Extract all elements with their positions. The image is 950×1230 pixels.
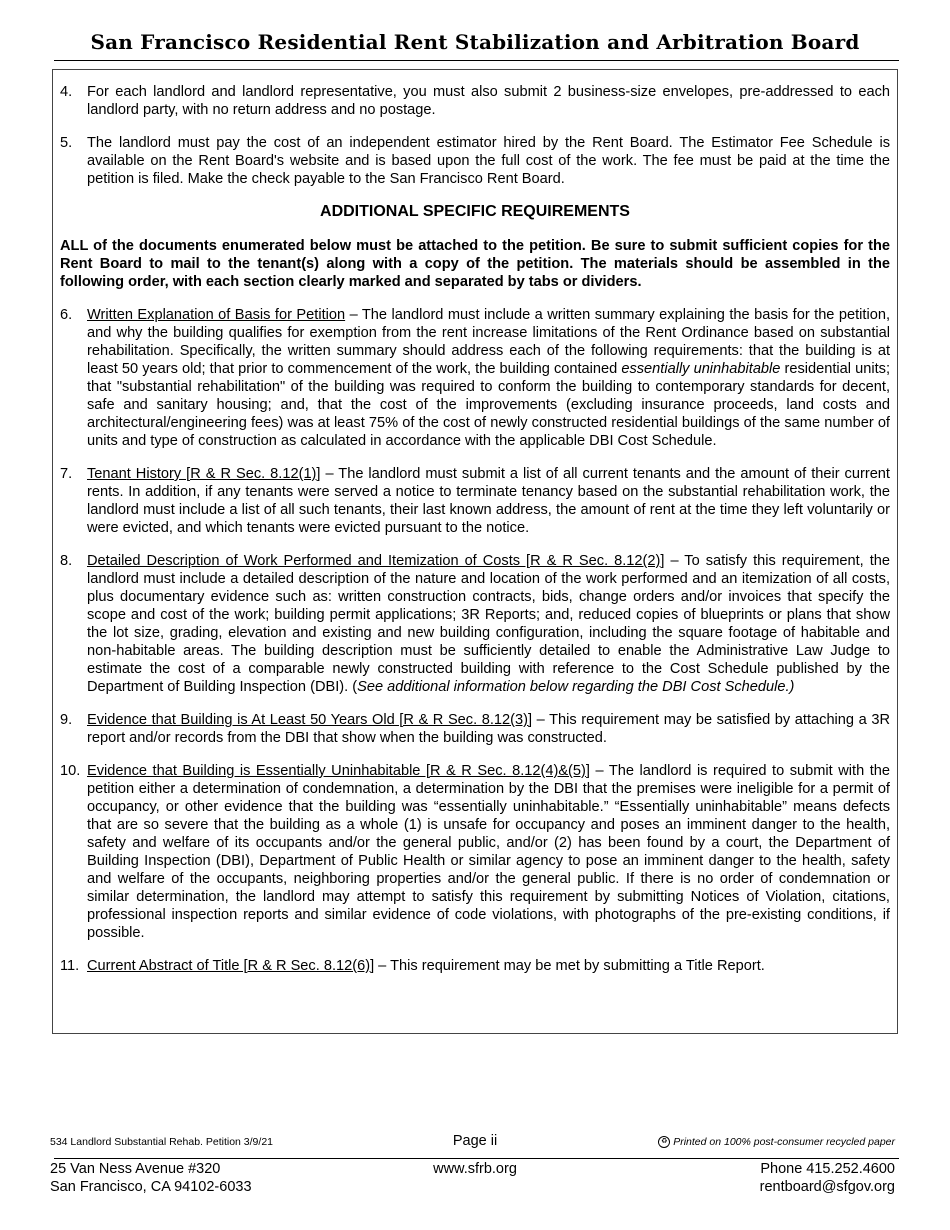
website-link[interactable]: www.sfrb.org <box>433 1161 517 1177</box>
item-number: 5. <box>60 135 73 151</box>
item-number: 11. <box>60 958 80 974</box>
title-divider <box>54 60 899 61</box>
item-number: 7. <box>60 466 73 482</box>
recycle-icon: ♻ <box>658 1136 670 1148</box>
page-title: San Francisco Residential Rent Stabilization and Arbitration Board <box>90 30 860 54</box>
item-title: Written Explanation of Basis for Petition <box>87 307 346 323</box>
list-item-5 <box>60 134 890 188</box>
item-text: – The landlord is required to submit with the petition either a determination of condemnation, a determination by the DBI that the premises were ineligible for a permit of occupancy, or other evidence that the building was “essentially uninhabitable.” “Essentially uninhabitable” means defects that are so severe that the building as a whole (1) is unsafe for occupancy and poses an imminent danger to the health, safety and welfare of its occupants and/or the general public, and/or (2) has been found by a court, the Department of Building Inspection (DBI), Department of Public Health or similar agency to pose an imminent danger to the health, safety and welfare of the occupants, neighboring properties and/or the general public. If there is no order of condemnation or similar determination, the landlord may attempt to satisfy this requirement by submitting Notices of Violation, citations, professional inspection reports and similar evidence of code violations, with photographs of the pre-existing conditions, if possible. <box>87 763 890 941</box>
form-identifier: 534 Landlord Substantial Rehab. Petition 3/9/21 <box>50 1136 273 1148</box>
item-number: 10. <box>60 763 81 779</box>
footer-divider <box>54 1158 899 1159</box>
item-number: 6. <box>60 307 73 323</box>
recycled-text: Printed on 100% post-consumer recycled paper <box>673 1136 895 1148</box>
section-intro: ALL of the documents enumerated below must be attached to the petition. Be sure to submit sufficient copies for the Rent Board to mail to the tenant(s) along with a copy of the petition. The materials should be assembled in the following order, with each section clearly marked and separated by tabs or dividers. <box>60 238 890 290</box>
item-number: 8. <box>60 553 73 569</box>
list-item-8 <box>60 552 890 696</box>
list-item-7 <box>60 465 890 537</box>
item-text: The landlord must pay the cost of an independent estimator hired by the Rent Board. The Estimator Fee Schedule is available on the Rent Board's website and is based upon the full cost of the work. The fee must be paid at the time the petition is filed. Make the check payable to the San Francisco Rent Board. <box>87 135 890 187</box>
item-title: Tenant History [R & R Sec. 8.12(1)] <box>87 466 321 482</box>
item-number: 4. <box>60 84 73 100</box>
email-link[interactable]: rentboard@sfgov.org <box>759 1179 895 1195</box>
item-number: 9. <box>60 712 73 728</box>
item-text-continued: residential units; that "substantial rehabilitation" of the building was required to conform the building to contemporary standards for decent, safe and sanitary housing; and, that the cost of the improvements (excluding insurance proceeds, land costs and architectural/engineering fees) was at least 75% of the cost of newly constructed residential buildings of the same number of units and type of construction as calculated in accordance with the applicable DBI Cost Schedule. <box>87 361 890 449</box>
document-body <box>60 83 890 990</box>
item-text: – This requirement may be satisfied by attaching a 3R report and/or records from the DBI that show when the building was constructed. <box>87 712 890 746</box>
item-title: Detailed Description of Work Performed and Itemization of Costs [R & R Sec. 8.12(2)] <box>87 553 665 569</box>
recycled-note <box>658 1136 895 1148</box>
page-number: Page ii <box>452 1133 498 1149</box>
phone-number: Phone 415.252.4600 <box>760 1161 895 1177</box>
item-text: For each landlord and landlord representative, you must also submit 2 business-size envelopes, pre-addressed to each landlord party, with no return address and no postage. <box>87 84 890 118</box>
footer-contact <box>760 1160 895 1196</box>
item-text: – The landlord must submit a list of all current tenants and the amount of their current rents. In addition, if any tenants were served a notice to terminate tenancy based on the substantial rehabilitation work, the landlord must include a list of all such tenants, their last known address, the amount of rent at the time they left voluntarily or were evicted, and which tenants were evicted pursuant to the notice. <box>87 466 890 536</box>
list-item-11 <box>60 957 890 975</box>
list-item-6 <box>60 306 890 450</box>
list-item-9 <box>60 711 890 747</box>
item-title: Current Abstract of Title [R & R Sec. 8.12(6)] <box>87 958 375 974</box>
list-item-4 <box>60 83 890 119</box>
item-emphasis: See additional information below regarding the DBI Cost Schedule.) <box>357 679 795 695</box>
item-title: Evidence that Building is At Least 50 Years Old [R & R Sec. 8.12(3)] <box>87 712 533 728</box>
list-item-10 <box>60 762 890 942</box>
address-line-2: San Francisco, CA 94102-6033 <box>50 1179 252 1195</box>
item-text: – To satisfy this requirement, the landlord must include a detailed description of the nature and location of the work performed and an itemization of all costs, plus documentary evidence such as: written construction contracts, bids, change orders and/or invoices that specify the scope and cost of the work; building permit applications; 3R Reports; and, reduced copies of blueprints or plans that show the lot size, grading, elevation and existing and new building configuration, including the square footage of habitable and non-habitable areas. The building description must be sufficiently detailed to enable the Administrative Law Judge to estimate the cost of a comparable newly constructed building with reference to the Cost Schedule published by the Department of Building Inspection (DBI). ( <box>87 553 891 695</box>
item-text: – The landlord must include a written summary explaining the basis for the petition, and why the building qualifies for exemption from the rent increase limitations of the Rent Ordinance based on substantial rehabilitation. Specifically, the written summary should address each of the following requirements: that the building is at least 50 years old; that prior to commencement of the work, the building contained <box>87 307 891 377</box>
item-text: – This requirement may be met by submitting a Title Report. <box>374 958 765 974</box>
section-heading: ADDITIONAL SPECIFIC REQUIREMENTS <box>320 203 630 220</box>
address-line-1: 25 Van Ness Avenue #320 <box>50 1161 221 1177</box>
item-title: Evidence that Building is Essentially Uninhabitable [R & R Sec. 8.12(4)&(5)] <box>87 763 590 779</box>
item-emphasis: essentially uninhabitable <box>621 361 781 377</box>
